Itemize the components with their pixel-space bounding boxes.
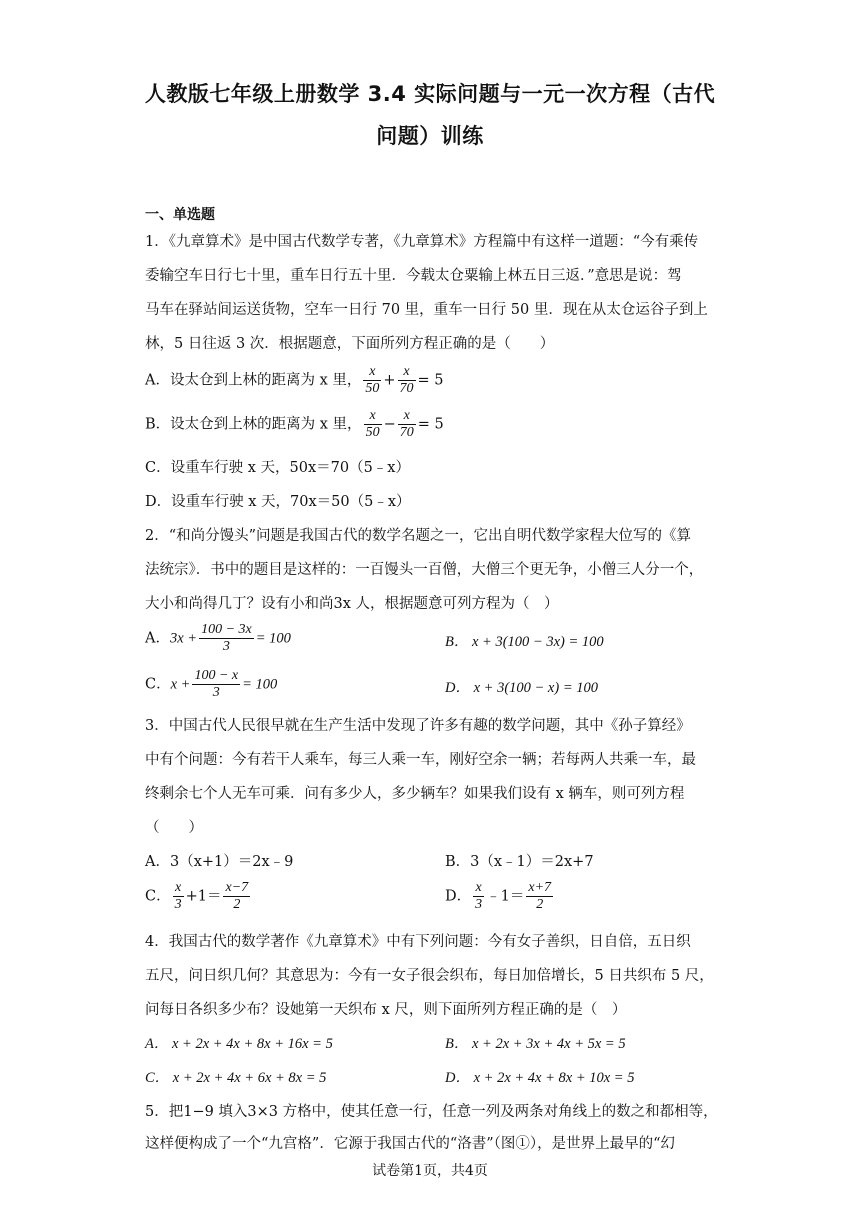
q3-option-b: B．3（x﹣1）＝2x+7 (445, 854, 594, 870)
section-heading: 一、单选题 (145, 207, 215, 223)
q2-option-d: D． x + 3(100 − x) = 100 (445, 680, 598, 696)
q2-option-c: C．x + $\frac{100 - x}{3}$ = 100 (145, 668, 278, 700)
q4-text-line: 问每日各织多少布？设她第一天织布 x 尺，则下面所列方程正确的是（ ） (145, 1002, 627, 1018)
q3-text-line: （ ） (145, 820, 203, 836)
page-title-continued: 问题）训练 (376, 124, 484, 148)
q4-text-line: 4．我国古代的数学著作《九章算术》中有下列问题：今有女子善织，日自倍，五日织 (145, 934, 691, 950)
q5-text-line: 5．把1−9 填入3×3 方格中，使其任意一行，任意一列及两条对角线上的数之和都相等， (145, 1104, 718, 1120)
q5-text-line: 这样便构成了一个“九宫格”．它源于我国古代的“洛書”（图①），是世界上最早的“幻 (145, 1136, 676, 1152)
q4-option-b: B． x + 2x + 3x + 4x + 5x = 5 (445, 1036, 626, 1052)
q1-text-line: 1．《九章算术》是中国古代数学专著，《九章算术》方程篇中有这样一道题：“今有乘传 (145, 234, 699, 250)
q3-text-line: 终剩余七个人无车可乘．问有多少人，多少辆车？如果我们设有 x 辆车，则可列方程 (145, 786, 685, 802)
q1-text-line: 马车在驿站间运送货物，空车一日行 70 里，重车一日行 50 里．现在从太仓运谷子到上 (145, 302, 708, 318)
q1-text-line: 委输空车日行七十里，重车日行五十里．今载太仓粟输上林五日三返．”意思是说：驾 (145, 268, 682, 284)
q1-option-a: A．设太仓到上林的距离为 x 里， $\frac{x}{50}$ + $\frac{x}{70}$ = 5 (145, 364, 444, 396)
q2-option-b: B． x + 3(100 − 3x) = 100 (445, 634, 604, 650)
q2-text-line: 法统宗》．书中的题目是这样的：一百馒头一百僧，大僧三个更无争，小僧三人分一个， (145, 562, 704, 578)
q4-option-a: A． x + 2x + 4x + 8x + 16x = 5 (145, 1036, 333, 1052)
q1-text-line: 林，5 日往返 3 次．根据题意，下面所列方程正确的是（ ） (145, 336, 555, 352)
page-title: 人教版七年级上册数学 3.4 实际问题与一元一次方程（古代 (144, 82, 716, 106)
q3-option-a: A．3（x+1）＝2x﹣9 (145, 854, 294, 870)
q1-option-d: D．设重车行驶 x 天，70x＝50（5﹣x） (145, 494, 411, 510)
q4-option-d: D． x + 2x + 4x + 8x + 10x = 5 (445, 1070, 635, 1086)
q3-text-line: 中有个问题：今有若干人乘车，每三人乘一车，刚好空余一辆；若每两人共乘一车，最 (145, 752, 696, 768)
q3-option-d: D． $\frac{x}{3}$ ﹣1＝ $\frac{x+7}{2}$ (445, 880, 552, 912)
q1-option-b: B．设太仓到上林的距离为 x 里， $\frac{x}{50}$ − $\frac{x}{70}$ = 5 (145, 408, 444, 440)
q1-option-c: C．设重车行驶 x 天，50x＝70（5﹣x） (145, 460, 410, 476)
q4-option-c: C． x + 2x + 4x + 6x + 8x = 5 (145, 1070, 327, 1086)
q3-text-line: 3．中国古代人民很早就在生产生活中发现了许多有趣的数学问题，其中《孙子算经》 (145, 718, 691, 734)
q2-option-a: A．3x + $\frac{100 - 3x}{3}$ = 100 (145, 622, 291, 654)
q3-option-c: C． $\frac{x}{3}$ +1＝ $\frac{x-7}{2}$ (145, 880, 249, 912)
q2-text-line: 大小和尚得几丁？设有小和尚3x 人，根据题意可列方程为（ ） (145, 596, 559, 612)
q4-text-line: 五尺，问日织几何？其意思为：今有一女子很会织布，每日加倍增长，5 日共织布 5 尺， (145, 968, 714, 984)
q2-text-line: 2．“和尚分馒头”问题是我国古代的数学名题之一，它出自明代数学家程大位写的《算 (145, 528, 692, 544)
page-footer: 试卷第1页，共4页 (372, 1163, 488, 1179)
